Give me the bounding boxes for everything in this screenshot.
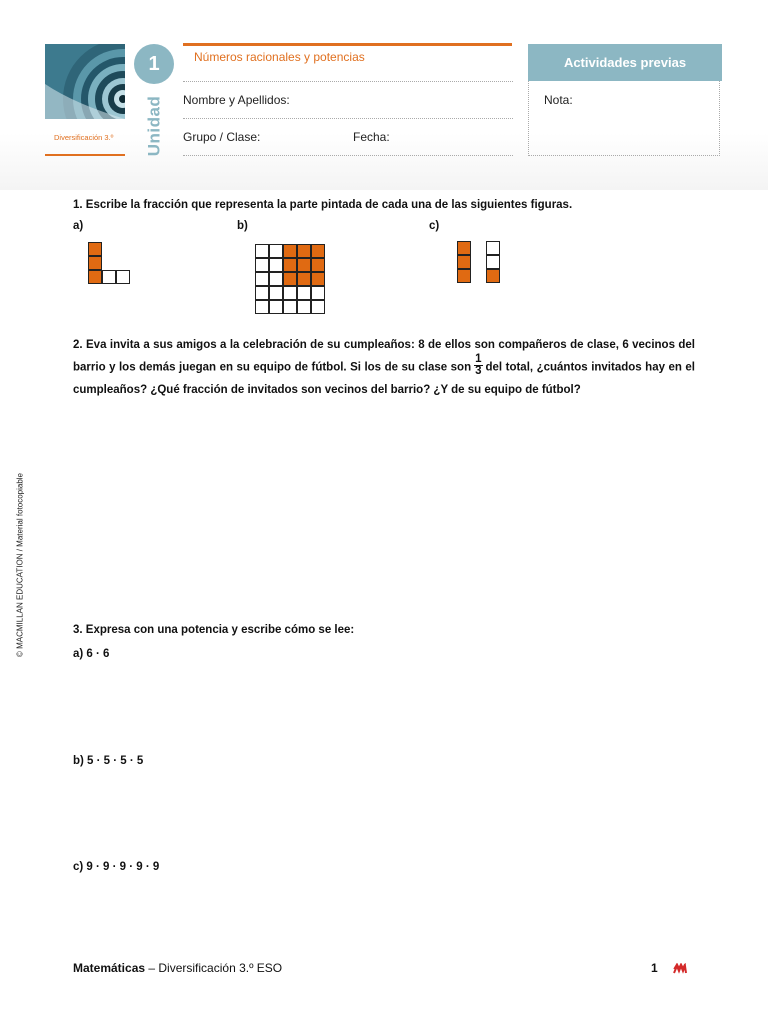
- question-3a: a) 6 · 6: [73, 648, 110, 660]
- series-label: Diversificación 3.º: [54, 133, 114, 142]
- figure-b-cell: [269, 286, 283, 300]
- q1-label-a: a): [73, 220, 84, 232]
- figure-b-cell: [269, 258, 283, 272]
- figure-a-cell: [88, 242, 102, 256]
- figure-b-cell: [269, 300, 283, 314]
- question-3: 3. Expresa con una potencia y escribe cómo se lee:: [73, 624, 355, 636]
- series-underline: [45, 154, 125, 156]
- fraction-denominator: 3: [475, 365, 482, 377]
- question-3b: b) 5 · 5 · 5 · 5: [73, 755, 144, 767]
- question-3c: c) 9 · 9 · 9 · 9 · 9: [73, 861, 160, 873]
- grade-label: Nota:: [544, 93, 573, 107]
- footer-course: – Diversificación 3.º ESO: [145, 961, 283, 975]
- title-divider: [183, 81, 513, 82]
- figure-c-cell: [486, 269, 500, 283]
- spiral-staircase-image: [45, 44, 125, 119]
- figure-b-cell: [311, 272, 325, 286]
- page-number: 1: [651, 961, 658, 975]
- figure-b-cell: [311, 244, 325, 258]
- figure-c-cell: [486, 255, 500, 269]
- figure-b-cell: [269, 272, 283, 286]
- fraction-one-third: [474, 354, 482, 377]
- figure-a-cell: [88, 256, 102, 270]
- unit-number-badge: 1: [134, 44, 174, 84]
- figure-b-cell: [311, 300, 325, 314]
- fraction-numerator: 1: [475, 353, 482, 365]
- figure-b-cell: [283, 258, 297, 272]
- figure-b-cell: [255, 244, 269, 258]
- question-2-text-a: 2. Eva invita a sus amigos a la celebración de su cumpleaños: 8 de ellos son compañeros de clase, 6 vecinos del barrio y los demás juegan en su equipo de fútbol. Si los de su clase son: [73, 339, 695, 374]
- unit-title: Números racionales y potencias: [194, 50, 365, 64]
- figure-b-cell: [297, 300, 311, 314]
- question-2-text-b: del total, ¿cuántos invitados hay en el cumpleaños? ¿Qué fracción de invitados son vecinos del barrio? ¿Y de su equipo de fútbol?: [73, 361, 695, 396]
- figure-c-cell: [457, 269, 471, 283]
- figure-b-cell: [255, 286, 269, 300]
- figure-b-cell: [297, 286, 311, 300]
- title-rule: [183, 43, 512, 46]
- figure-b-cell: [283, 272, 297, 286]
- figure-a-cell: [88, 270, 102, 284]
- figure-b-cell: [297, 258, 311, 272]
- figure-a-cell: [102, 270, 116, 284]
- figure-b-cell: [283, 300, 297, 314]
- figure-c-cell: [486, 241, 500, 255]
- figure-b-cell: [297, 244, 311, 258]
- q1-label-c: c): [429, 220, 440, 232]
- unit-word: Unidad: [144, 95, 164, 157]
- copyright-text: © MACMILLAN EDUCATION / Material fotocopiable: [15, 472, 25, 658]
- figure-b-cell: [255, 272, 269, 286]
- question-1: 1. Escribe la fracción que representa la parte pintada de cada una de las siguientes figuras.: [73, 199, 573, 211]
- figure-b-cell: [255, 258, 269, 272]
- q1-label-b: b): [237, 220, 248, 232]
- group-field-line[interactable]: [183, 155, 513, 156]
- unit-label: [136, 95, 172, 157]
- activities-box-title: Actividades previas: [528, 44, 722, 81]
- figure-b-cell: [311, 286, 325, 300]
- name-label: Nombre y Apellidos:: [183, 93, 290, 107]
- figure-a-cell: [116, 270, 130, 284]
- footer-title: [73, 961, 282, 975]
- macmillan-logo-icon: [673, 963, 687, 975]
- name-field-line[interactable]: [183, 118, 513, 119]
- figure-c-cell: [457, 255, 471, 269]
- figure-b-cell: [269, 244, 283, 258]
- figure-b-cell: [283, 286, 297, 300]
- figure-b-cell: [311, 258, 325, 272]
- figure-b-cell: [255, 300, 269, 314]
- group-label: Grupo / Clase:: [183, 130, 261, 144]
- date-label: Fecha:: [353, 130, 390, 144]
- figure-c-cell: [457, 241, 471, 255]
- figure-b-cell: [283, 244, 297, 258]
- question-2: [73, 334, 695, 401]
- footer-subject: Matemáticas: [73, 961, 146, 975]
- figure-b-cell: [297, 272, 311, 286]
